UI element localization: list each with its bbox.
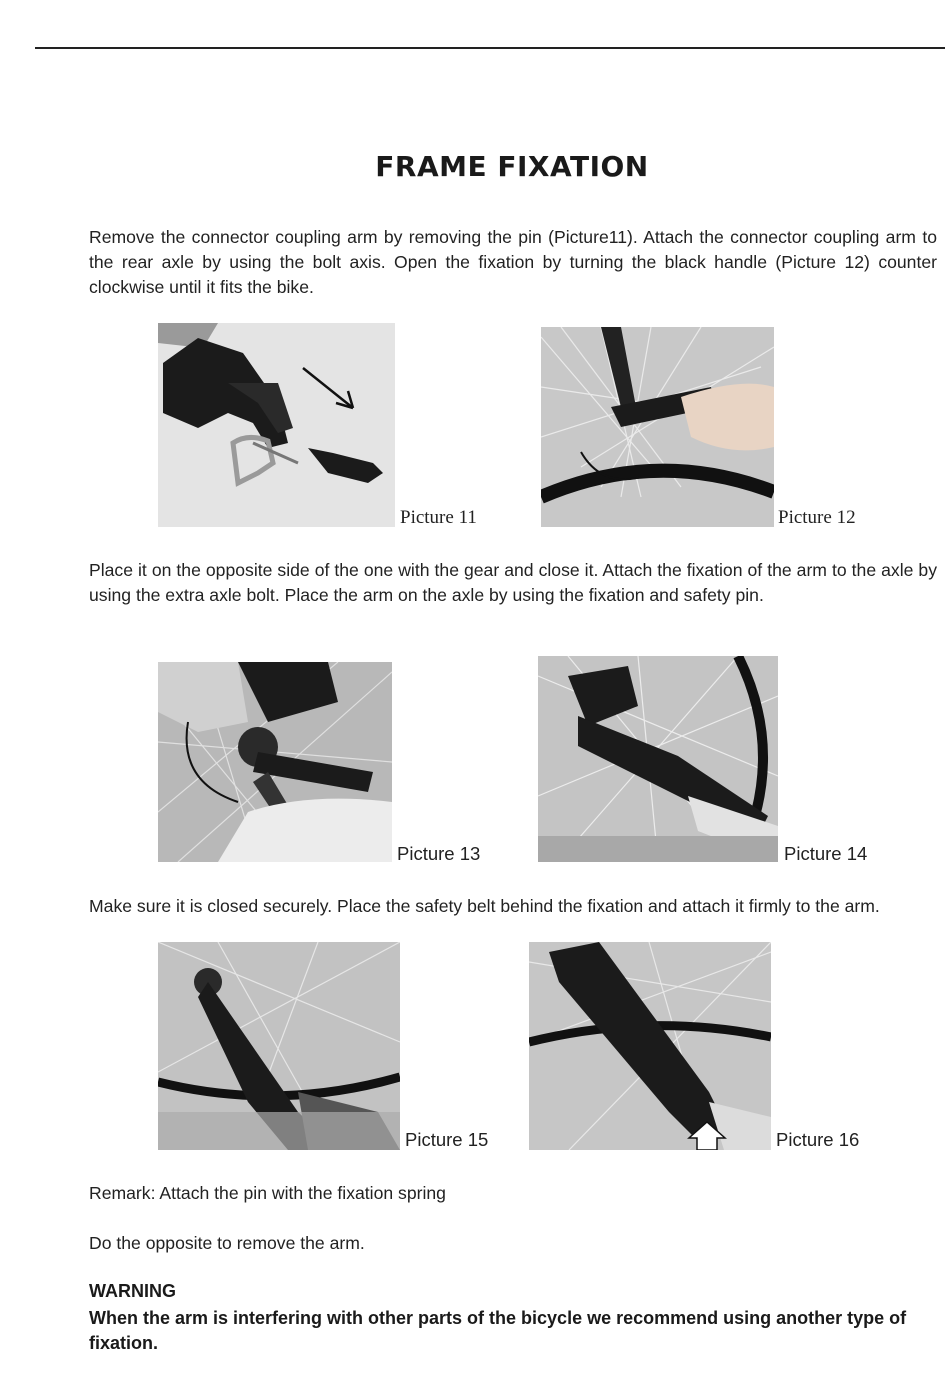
caption-picture-15: Picture 15 [405,1129,489,1150]
caption-picture-16: Picture 16 [776,1129,860,1150]
warning-heading: WARNING [89,1281,176,1301]
page-title: FRAME FIXATION [375,150,649,183]
photo-picture-14 [538,656,778,862]
warning-body: When the arm is interfering with other parts of the bicycle we recommend using another type of fixation. [89,1308,907,1353]
photo-picture-12 [541,327,774,527]
caption-picture-14: Picture 14 [784,843,868,864]
photo-picture-16 [529,942,771,1150]
photo-picture-11 [158,323,395,527]
paragraph-safety-belt: Make sure it is closed securely. Place the safety belt behind the fixation and attach it firmly to the arm. [89,896,880,916]
header-rule [35,47,945,49]
caption-picture-11: Picture 11 [400,507,477,528]
photo-picture-15 [158,942,400,1150]
photo-picture-13 [158,662,392,862]
caption-picture-13: Picture 13 [397,843,481,864]
paragraph-remove-arm: Remove the connector coupling arm by removing the pin (Picture11). Attach the connector coupling arm to the rear axle by using the bolt axis. Open the fixation by turning the black handle (Picture 12) counter clockwise until it fits the bike. [89,227,937,297]
paragraph-place-arm: Place it on the opposite side of the one with the gear and close it. Attach the fixation of the arm to the axle by using the extra axle bolt. Place the arm on the axle by using the fixation and safety pin. [89,560,937,605]
caption-picture-12: Picture 12 [778,507,856,528]
opposite-text: Do the opposite to remove the arm. [89,1233,365,1253]
remark-text: Remark: Attach the pin with the fixation spring [89,1183,446,1203]
